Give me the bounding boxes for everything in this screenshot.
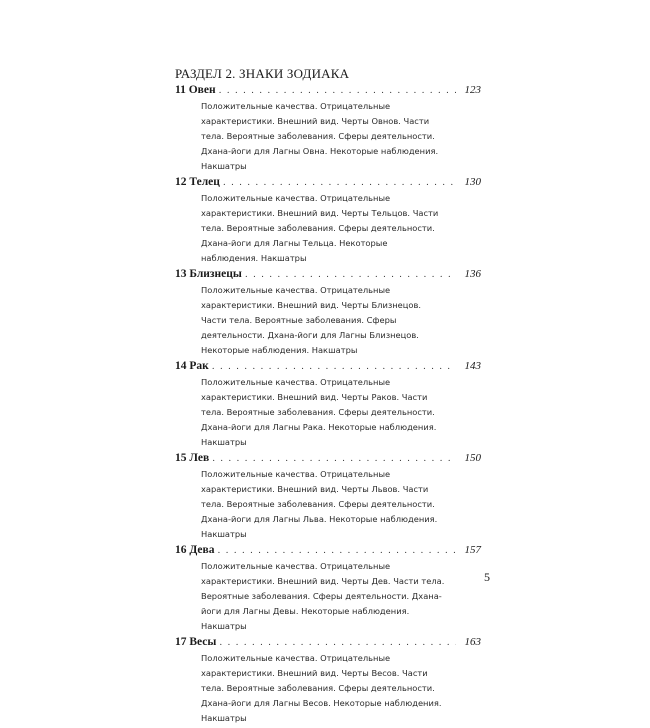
chapter-title: 11 Овен — [175, 84, 216, 96]
toc-entry-cancer — [175, 360, 481, 450]
chapter-description: Положительные качества. Отрицательные характеристики. Внешний вид. Черты Близнецов. Части тела. Вероятные заболевания. Сферы деятельности. Дхана-йоги для Лагны Близнецов. Некоторые наблюдения. Накшатры — [201, 285, 422, 355]
toc-entry-head — [175, 84, 481, 99]
page-number: 163 — [464, 636, 481, 648]
chapter-title: 12 Телец — [175, 176, 220, 188]
page-number: 123 — [464, 84, 481, 96]
chapter-description: Положительные качества. Отрицательные характеристики. Внешний вид. Черты Львов. Части тела. Вероятные заболевания. Сферы деятельности. Дхана-йоги для Лагны Льва. Некоторые наблюдения. Накшатры — [201, 469, 438, 539]
chapter-title: 17 Весы — [175, 636, 217, 648]
dot-leader — [212, 362, 456, 372]
dot-leader — [245, 270, 456, 280]
chapter-title: 14 Рак — [175, 360, 209, 372]
page-number: 157 — [464, 544, 481, 556]
section-title: РАЗДЕЛ 2. ЗНАКИ ЗОДИАКА — [175, 66, 350, 81]
chapter-description: Положительные качества. Отрицательные характеристики. Внешний вид. Черты Раков. Части тела. Вероятные заболевания. Сферы деятельности. Дхана-йоги для Лагны Рака. Некоторые наблюдения. Накшатры — [201, 377, 437, 447]
toc-entry-leo — [175, 452, 481, 542]
chapter-title: 13 Близнецы — [175, 268, 242, 280]
page-folio-number: 5 — [484, 570, 490, 584]
toc-entry-head — [175, 360, 481, 375]
page-number: 143 — [464, 360, 481, 372]
toc-entry-head — [175, 268, 481, 283]
toc-entry-head — [175, 176, 481, 191]
toc-entry-head — [175, 544, 481, 559]
toc-entry-virgo — [175, 544, 481, 634]
dot-leader — [219, 86, 456, 96]
dot-leader — [218, 546, 457, 556]
dot-leader — [219, 638, 456, 648]
dot-leader — [223, 178, 456, 188]
toc-entry-gemini — [175, 268, 481, 358]
toc-entry-head — [175, 452, 481, 467]
toc-entry-taurus — [175, 176, 481, 266]
toc-entry-aries — [175, 84, 481, 174]
page-number: 130 — [464, 176, 481, 188]
chapter-description: Положительные качества. Отрицательные характеристики. Внешний вид. Черты Овнов. Части тела. Вероятные заболевания. Сферы деятельности. Дхана-йоги для Лагны Овна. Некоторые наблюдения. Накшатры — [201, 101, 439, 171]
page-number: 136 — [464, 268, 481, 280]
chapter-description: Положительные качества. Отрицательные характеристики. Внешний вид. Черты Тельцов. Части тела. Вероятные заболевания. Сферы деятельности. Дхана-йоги для Лагны Тельца. Некоторые наблюдения. Накшатры — [201, 193, 439, 263]
page-number: 150 — [464, 452, 481, 464]
toc-entry-head — [175, 636, 481, 651]
chapter-description: Положительные качества. Отрицательные характеристики. Внешний вид. Черты Весов. Части тела. Вероятные заболевания. Сферы деятельности. Дхана-йоги для Лагны Весов. Некоторые наблюдения. Накшатры — [201, 653, 442, 723]
chapter-description: Положительные качества. Отрицательные характеристики. Внешний вид. Черты Дев. Части тела. Вероятные заболевания. Сферы деятельности. Дхана-йоги для Лагны Девы. Некоторые наблюдения. Накшатры — [201, 561, 445, 631]
chapter-title: 15 Лев — [175, 452, 210, 464]
chapter-title: 16 Дева — [175, 544, 215, 556]
table-of-contents — [175, 84, 481, 728]
dot-leader — [212, 454, 456, 464]
